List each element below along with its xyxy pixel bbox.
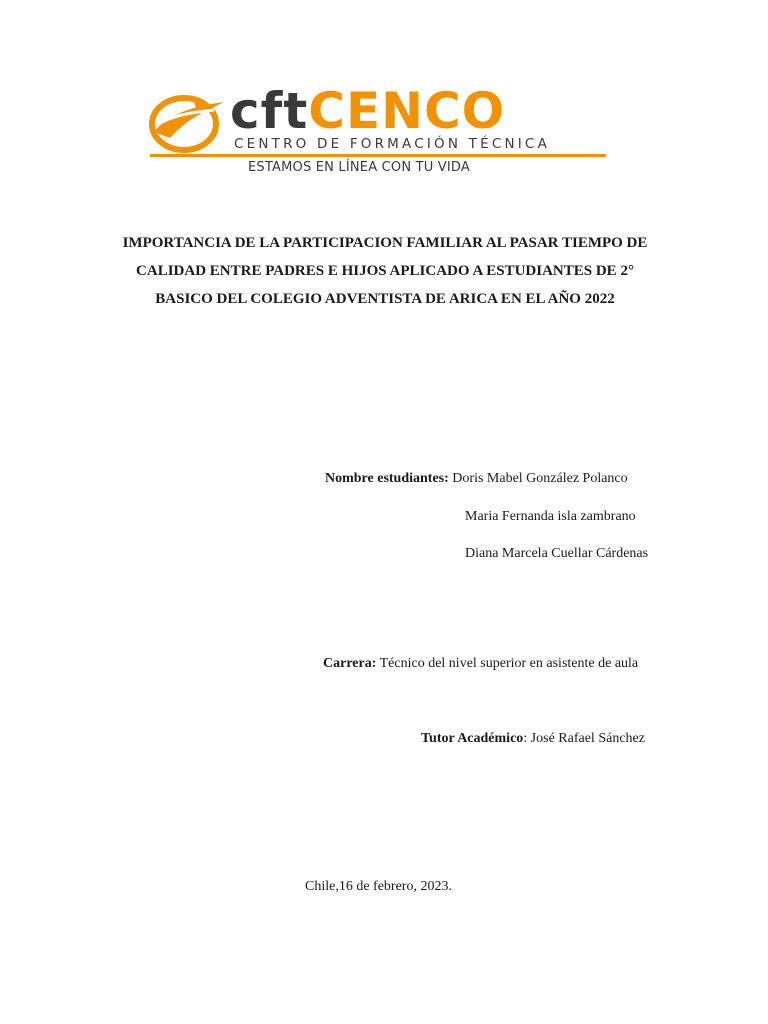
logo-brand-name: CENCO xyxy=(308,82,506,140)
orange-swoosh-globe-icon xyxy=(148,92,228,154)
students-label: Nombre estudiantes: xyxy=(325,471,449,486)
title-line: IMPORTANCIA DE LA PARTICIPACION FAMILIAR AL PASAR TIEMPO DE xyxy=(122,235,648,251)
tutor-line xyxy=(421,731,645,747)
logo-wordmark xyxy=(230,82,506,140)
career-value: Técnico del nivel superior en asistente de aula xyxy=(379,656,639,671)
logo-subtitle: CENTRO DE FORMACIÓN TÉCNICA xyxy=(234,136,550,152)
logo-prefix: cft xyxy=(230,82,309,140)
document-title xyxy=(100,229,670,313)
title-line: BASICO DEL COLEGIO ADVENTISTA DE ARICA EN EL AÑO 2022 xyxy=(155,291,615,307)
student-name: Doris Mabel González Polanco xyxy=(452,471,628,486)
tutor-value: : José Rafael Sánchez xyxy=(523,731,645,746)
student-name: Maria Fernanda isla zambrano xyxy=(465,509,636,524)
logo-tagline: ESTAMOS EN LÍNEA CON TU VIDA xyxy=(248,160,470,175)
student-name: Diana Marcela Cuellar Cárdenas xyxy=(465,546,649,561)
title-line: CALIDAD ENTRE PADRES E HIJOS APLICADO A ESTUDIANTES DE 2° xyxy=(136,263,634,279)
institution-logo xyxy=(148,82,618,180)
career-line xyxy=(323,656,638,672)
date-line: Chile,16 de febrero, 2023. xyxy=(305,879,452,894)
students-line xyxy=(325,471,628,487)
logo-divider xyxy=(150,154,606,157)
career-label: Carrera: xyxy=(323,656,377,671)
tutor-label: Tutor Académico xyxy=(421,731,524,746)
